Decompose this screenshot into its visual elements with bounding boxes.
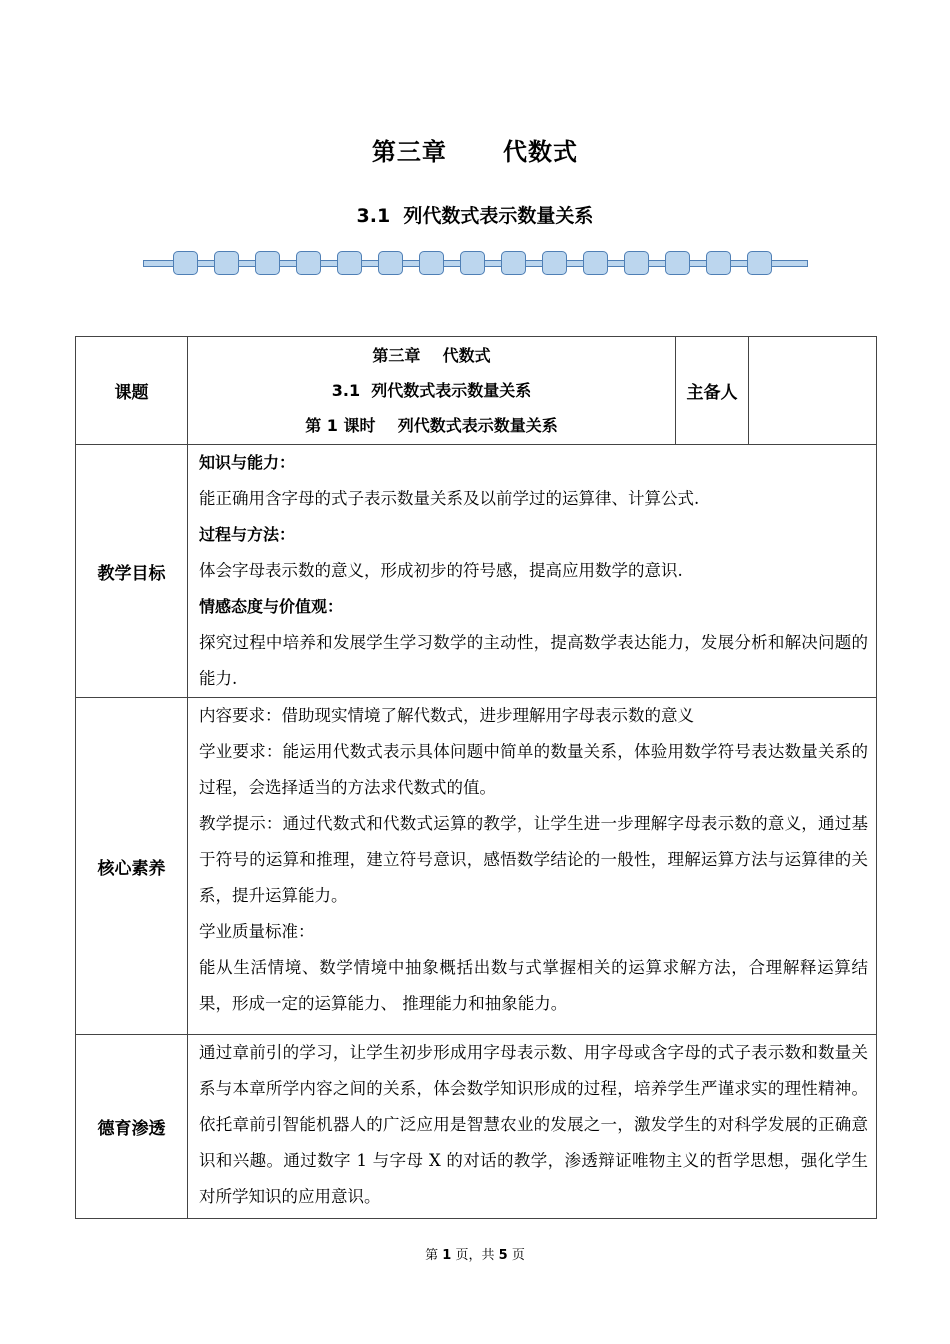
table-row: [76, 445, 877, 698]
moral-education-content: [188, 1035, 877, 1219]
core-academic-requirement: 学业要求：能运用代数式表示具体问题中简单的数量关系，体验用数学符号表达数量关系的过程，会选择适当的方法求代数式的值。: [199, 742, 868, 797]
footer-middle: 页，共: [455, 1248, 495, 1263]
chain-bead: [419, 251, 444, 275]
footer-page-number: 1: [442, 1248, 452, 1263]
footer-total-pages: 5: [498, 1248, 508, 1263]
chain-bead: [706, 251, 731, 275]
goal-text-process: 体会字母表示数的意义，形成初步的符号感，提高应用数学的意识.: [199, 561, 683, 580]
chapter-title: 第三章 代数式: [371, 138, 579, 166]
goal-text-knowledge: 能正确用含字母的式子表示数量关系及以前学过的运算律、计算公式.: [199, 489, 700, 508]
topic-label: 课题: [76, 337, 188, 445]
moral-education-label: 德育渗透: [76, 1035, 188, 1219]
moral-education-text: 通过章前引的学习，让学生初步形成用字母表示数、用字母或含字母的式子表示数和数量关系与本章所学内容之间的关系，体会数学知识形成的过程，培养学生严谨求实的理性精神。依托章前引智能机器人的广泛应用是智慧农业的发展之一，激发学生的对科学发展的正确意识和兴趣。通过数字 1 与字母 X 的对话的教学，渗透辩证唯物主义的哲学思想，强化学生对所学知识的应用意识。: [199, 1043, 868, 1206]
preparer-label: 主备人: [676, 337, 749, 445]
chain-bead: [501, 251, 526, 275]
page-footer: [0, 1244, 950, 1263]
chain-bead: [665, 251, 690, 275]
core-literacy-content: [188, 698, 877, 1035]
chain-bead: [583, 251, 608, 275]
core-content-requirement: 内容要求：借助现实情境了解代数式，进步理解用字母表示数的意义: [199, 706, 694, 725]
table-row: [76, 337, 877, 445]
teaching-goals-label: 教学目标: [76, 445, 188, 698]
chain-bead: [255, 251, 280, 275]
footer-suffix: 页: [511, 1248, 525, 1263]
core-quality-standard-heading: 学业质量标准：: [199, 922, 315, 941]
goal-heading-knowledge: 知识与能力：: [199, 453, 296, 472]
goal-heading-process: 过程与方法：: [199, 525, 296, 544]
decorative-chain-divider: [143, 250, 808, 278]
topic-title-cell: [188, 337, 676, 445]
chain-bead: [747, 251, 772, 275]
footer-prefix: 第: [425, 1248, 439, 1263]
lesson-plan-table: [75, 336, 877, 1219]
topic-section: 3.1 列代数式表示数量关系: [331, 381, 532, 400]
core-literacy-label: 核心素养: [76, 698, 188, 1035]
chain-bead: [542, 251, 567, 275]
chain-bead: [624, 251, 649, 275]
goal-text-attitude: 探究过程中培养和发展学生学习数学的主动性，提高数学表达能力，发展分析和解决问题的能力.: [199, 633, 868, 688]
chain-bead: [460, 251, 485, 275]
core-teaching-tips: 教学提示：通过代数式和代数式运算的教学，让学生进一步理解字母表示数的意义，通过基于符号的运算和推理，建立符号意识，感悟数学结论的一般性，理解运算方法与运算律的关系，提升运算能力。: [199, 814, 868, 905]
preparer-value: [749, 337, 877, 445]
table-row: [76, 698, 877, 1035]
chain-bead: [214, 251, 239, 275]
table-row: [76, 1035, 877, 1219]
teaching-goals-content: [188, 445, 877, 698]
chain-bead: [296, 251, 321, 275]
chain-bead: [378, 251, 403, 275]
chain-bead: [337, 251, 362, 275]
topic-chapter: 第三章 代数式: [372, 346, 491, 365]
section-title: 3.1 列代数式表示数量关系: [356, 205, 594, 227]
topic-lesson: 第 1 课时 列代数式表示数量关系: [305, 416, 558, 435]
core-quality-standard-text: 能从生活情境、数学情境中抽象概括出数与式掌握相关的运算求解方法，合理解释运算结果，形成一定的运算能力、 推理能力和抽象能力。: [199, 958, 868, 1013]
goal-heading-attitude: 情感态度与价值观：: [199, 597, 344, 616]
chain-bead: [173, 251, 198, 275]
